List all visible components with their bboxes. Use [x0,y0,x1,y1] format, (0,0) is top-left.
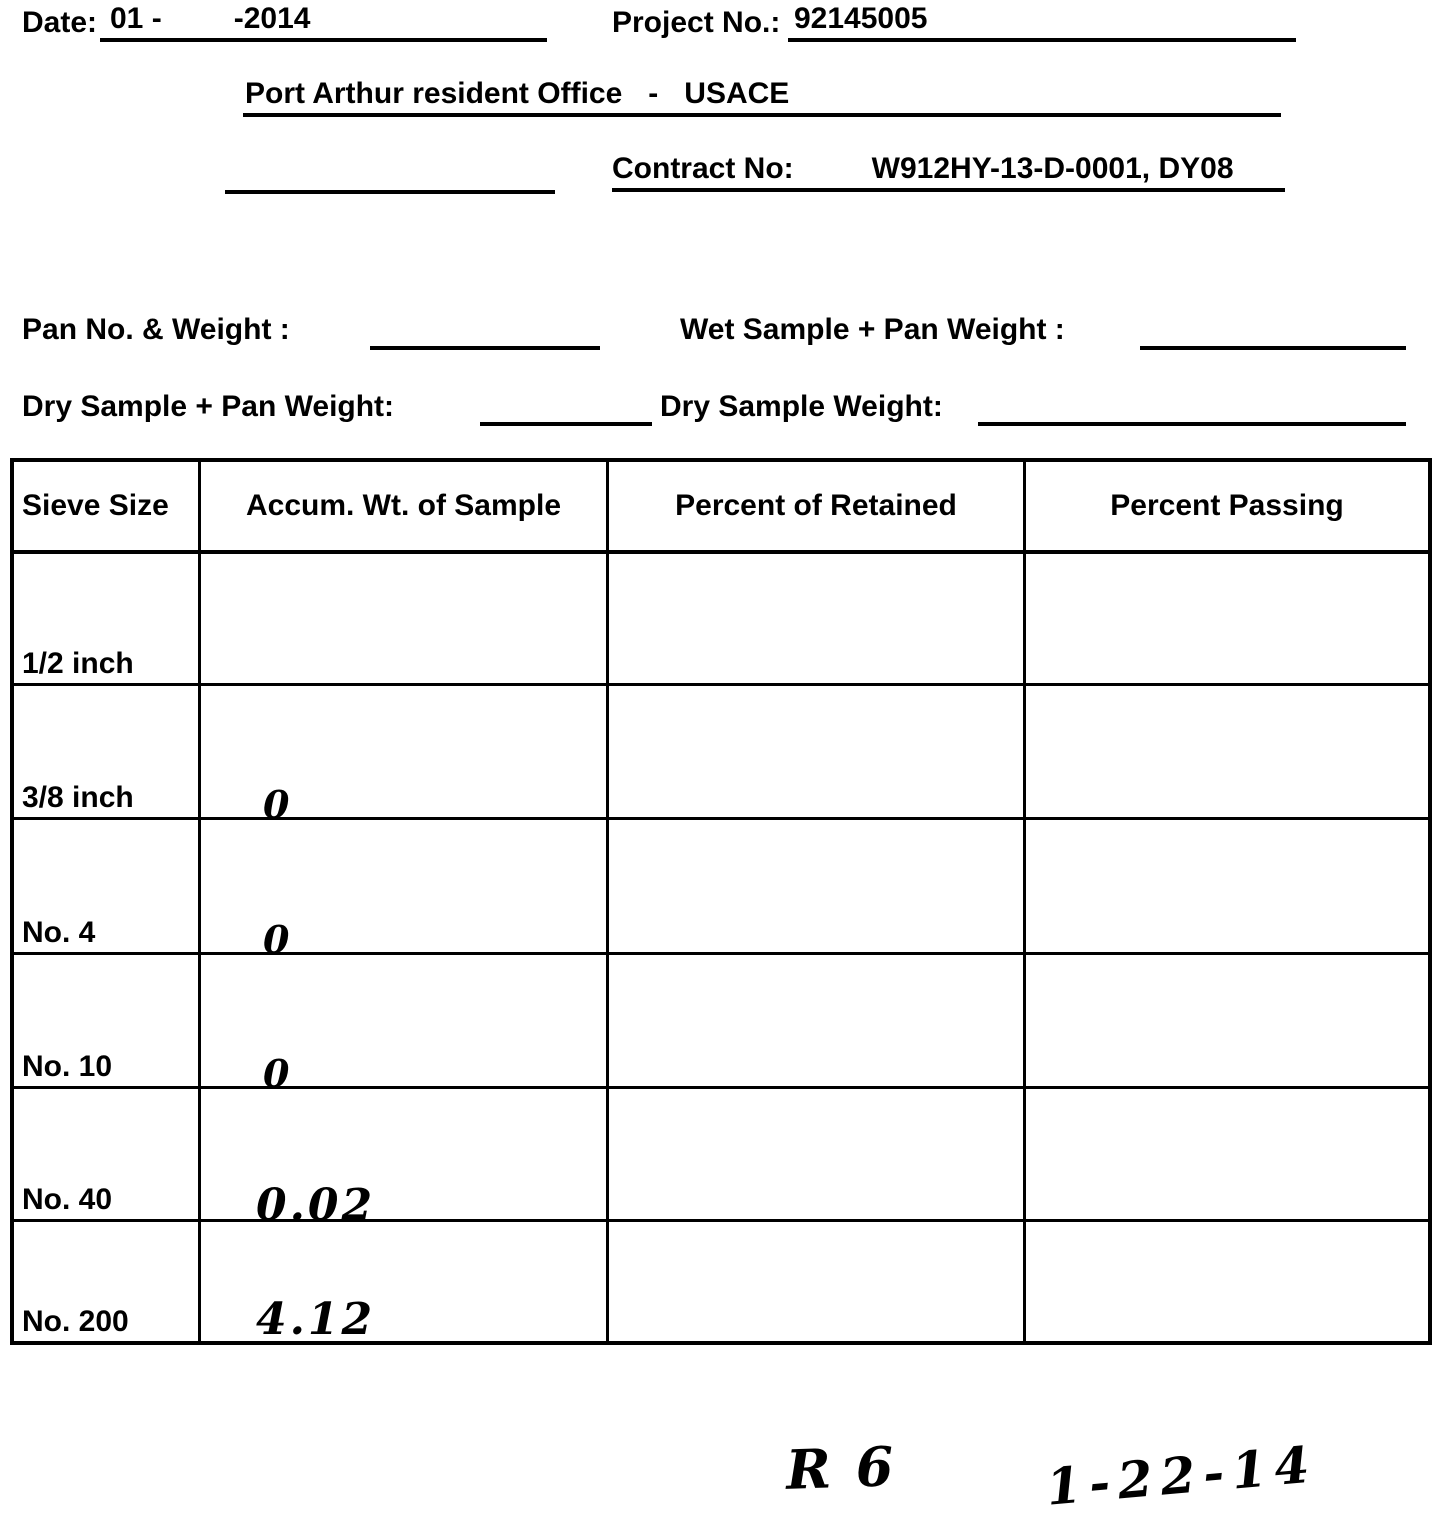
date-value-month: 01 - [110,2,162,35]
sieve-size-cell: No. 200 [14,1222,201,1341]
office-org: USACE [684,77,790,110]
header-sieve-size: Sieve Size [14,462,201,554]
sieve-size-cell: No. 4 [14,820,201,955]
percent-retained-cell [609,554,1026,686]
project-no-value: 92145005 [794,2,928,35]
accum-wt-cell [201,554,609,686]
percent-retained-cell [609,686,1026,820]
pan-weight-label: Pan No. & Weight : [22,313,290,346]
office-name: Port Arthur resident Office [245,77,623,110]
contract-label: Contract No: [612,152,794,185]
sieve-size-cell: 1/2 inch [14,554,201,686]
contract-underline [612,150,1285,192]
sieve-size-cell: No. 10 [14,955,201,1089]
header-percent-retained: Percent of Retained [609,462,1026,554]
wet-sample-label: Wet Sample + Pan Weight : [680,313,1065,346]
percent-retained-cell [609,1222,1026,1341]
percent-passing-cell [1026,686,1428,820]
accum-wt-cell [201,820,609,962]
project-no-underline [788,0,1296,42]
wet-sample-blank [1140,308,1406,350]
handwritten-value: 0 [263,782,293,827]
date-label: Date: [22,6,98,39]
handwritten-date: 1-22-14 [1043,1434,1320,1517]
handwritten-initials: R 6 [784,1434,898,1502]
percent-passing-cell [1026,554,1428,686]
accum-wt-cell [201,686,609,827]
project-no-label: Project No.: [612,6,781,39]
handwritten-value: 4.12 [256,1294,376,1345]
sieve-size-cell: 3/8 inch [14,686,201,820]
pan-weight-blank [370,308,600,350]
percent-passing-cell [1026,820,1428,955]
dry-sample-pan-blank [480,384,652,426]
percent-passing-cell [1026,955,1428,1089]
dry-sample-pan-label: Dry Sample + Pan Weight: [22,390,395,423]
date-value-year: -2014 [233,2,311,35]
header-accum-wt: Accum. Wt. of Sample [201,462,609,554]
office-underline [243,75,1281,117]
handwritten-value: 0 [263,917,293,962]
handwritten-value: 0.02 [256,1180,376,1231]
percent-retained-cell [609,1089,1026,1222]
contract-value: W912HY-13-D-0001, DY08 [871,152,1234,185]
percent-retained-cell [609,820,1026,955]
dry-sample-weight-blank [978,384,1406,426]
accum-wt-cell [201,1222,609,1345]
sieve-size-cell: No. 40 [14,1089,201,1222]
sieve-analysis-table [10,458,1432,1345]
percent-retained-cell [609,955,1026,1089]
handwritten-value: 0 [263,1051,293,1096]
accum-wt-cell [201,955,609,1096]
percent-passing-cell [1026,1089,1428,1222]
accum-wt-cell [201,1089,609,1231]
dry-sample-weight-label: Dry Sample Weight: [660,390,943,423]
header-percent-passing: Percent Passing [1026,462,1428,554]
percent-passing-cell [1026,1222,1428,1341]
office-separator: - [648,77,659,110]
blank-underline [225,152,555,194]
date-underline [100,0,547,42]
